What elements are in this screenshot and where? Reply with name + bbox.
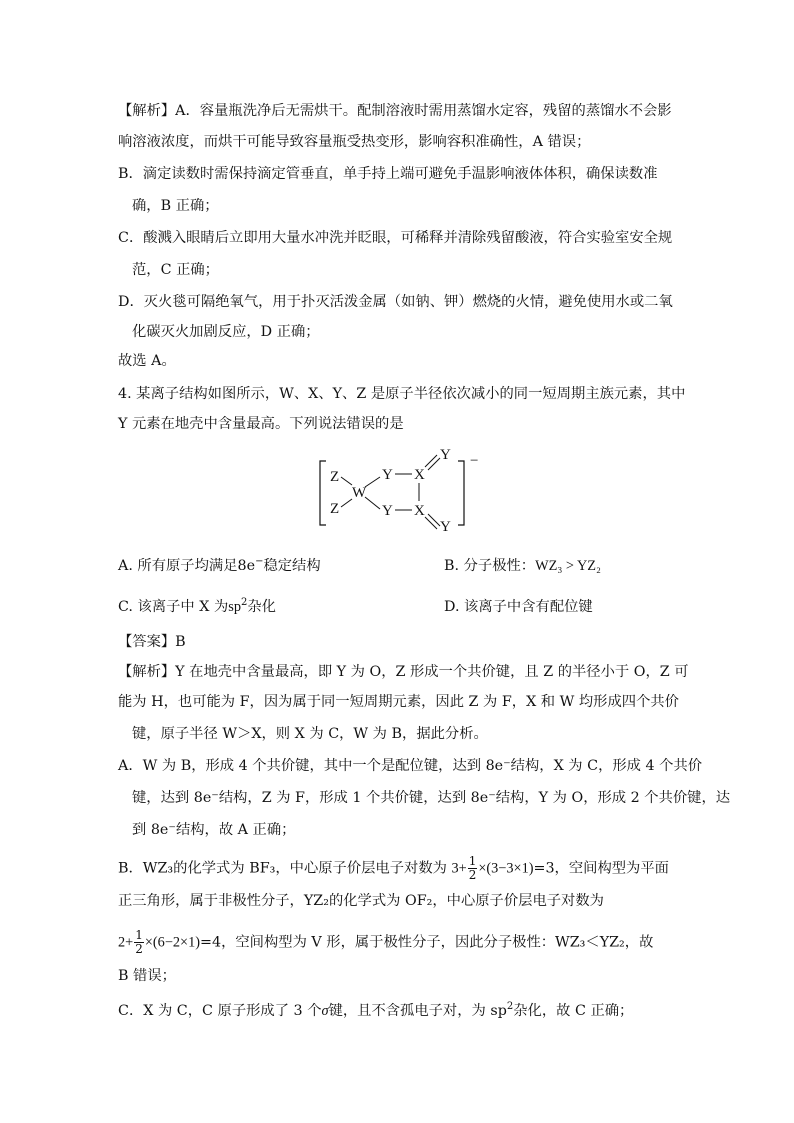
analysis-prev-line-9: 故选 A。 <box>118 353 176 369</box>
analysis-line-8: 正三角形，属于非极性分子，YZ₂的化学式为 OF₂，中心原子价层电子对数为 <box>118 893 604 909</box>
analysis-prev-line-1: 【解析】A．容量瓶洗净后无需烘干。配制溶液时需用蒸馏水定容，残留的蒸馏水不会影 <box>118 103 672 119</box>
atom-y-bottom-right: Y <box>440 519 451 533</box>
atom-z-top: Z <box>330 469 340 485</box>
analysis-prev-line-6: 范，C 正确； <box>132 262 219 278</box>
bond-z-w-top <box>341 477 352 485</box>
double-bond-bottom-a <box>425 517 437 529</box>
analysis-line-1: 【解析】Y 在地壳中含量最高，即 Y 为 O，Z 形成一个共价键，且 Z 的半径小于 O，Z 可 <box>118 664 689 680</box>
atom-w: W <box>352 485 367 501</box>
atom-x-top: X <box>414 467 425 483</box>
analysis-prev-line-4: 确，B 正确； <box>132 198 219 214</box>
analysis-line-2: 能为 H，也可能为 F，因为属于同一短周期元素，因此 Z 为 F，X 和 W 均形成四个共价 <box>118 694 679 710</box>
analysis-prev-line-2: 响溶液浓度，而烘干可能导致容量瓶受热变形，影响容积准确性，A 错误； <box>118 134 591 150</box>
bond-w-y-top <box>365 477 380 487</box>
analysis-line-7: B．WZ₃的化学式为 BF₃，中心原子价层电子对数为 3+ $\frac{1}{2}$ ×(3−3×1)=3，空间构型为平面 <box>118 854 669 882</box>
analysis-prev-line-7: D．灭火毯可隔绝氧气，用于扑灭活泼金属（如钠、钾）燃烧的火情，避免使用水或二氧 <box>118 294 673 310</box>
left-bracket <box>320 461 326 525</box>
option-d: D. 该离子中含有配位键 <box>444 599 593 615</box>
analysis-line-6: 到 8e⁻结构，故 A 正确； <box>132 822 296 838</box>
atom-x-bottom: X <box>414 503 425 519</box>
option-a: A. 所有原子均满足8e−稳定结构 <box>118 556 321 574</box>
analysis-prev-line-8: 化碳灭火加剧反应，D 正确； <box>132 324 320 340</box>
question-stem-line-1: 4. 某离子结构如图所示，W、X、Y、Z 是原子半径依次减小的同一短周期主族元素，其中 <box>118 386 686 402</box>
analysis-prev-line-5: C．酸溅入眼睛后立即用大量水冲洗并眨眼，可稀释并清除残留酸液，符合实验室安全规 <box>118 230 673 246</box>
question-stem-line-2: Y 元素在地壳中含量最高。下列说法错误的是 <box>118 416 404 432</box>
analysis-prev-line-3: B．滴定读数时需保持滴定管垂直，单手持上端可避免手温影响液体体积，确保读数准 <box>118 166 658 182</box>
fraction-half: $\frac{1}{2}$ <box>135 928 143 956</box>
double-bond-top-a <box>425 455 437 467</box>
analysis-line-11: C．X 为 C，C 原子形成了 3 个σ键，且不含孤电子对，为 $sp^2$杂化，故 C 正确； <box>118 1001 634 1019</box>
option-b: B. 分子极性：WZ₃ > YZ₂ <box>444 558 602 574</box>
atom-y-bottom-left: Y <box>382 503 393 519</box>
atom-y-top-left: Y <box>382 467 393 483</box>
analysis-line-4: A．W 为 B，形成 4 个共价键，其中一个是配位键，达到 8e⁻结构，X 为 C，形成 4 个共价 <box>118 758 703 774</box>
atom-y-top-right: Y <box>440 447 451 463</box>
atom-z-bottom: Z <box>330 501 340 517</box>
answer-label: 【答案】B <box>118 634 186 650</box>
charge-label: − <box>470 453 479 469</box>
double-bond-bottom-b <box>428 514 440 526</box>
analysis-line-3: 键，原子半径 W＞X，则 X 为 C，W 为 B，据此分析。 <box>132 726 488 742</box>
option-c: C. 该离子中 X 为$sp^2$杂化 <box>118 597 276 615</box>
ion-structure-diagram <box>312 443 502 533</box>
analysis-line-9: 2+ $\frac{1}{2}$ ×(6−2×1)=4，空间构型为 V 形，属于极性分子，因此分子极性：WZ₃＜YZ₂，故 <box>118 928 654 956</box>
bond-z-w-bottom <box>341 499 352 507</box>
right-bracket <box>458 461 464 525</box>
fraction-half: $\frac{1}{2}$ <box>468 854 477 882</box>
bond-w-y-bottom <box>365 497 380 509</box>
double-bond-top-b <box>428 458 440 470</box>
analysis-line-5: 键，达到 8e⁻结构，Z 为 F，形成 1 个共价键，达到 8e⁻结构，Y 为 O，形成 2 个共价键，达 <box>132 790 731 806</box>
analysis-line-10: B 错误； <box>118 968 176 984</box>
